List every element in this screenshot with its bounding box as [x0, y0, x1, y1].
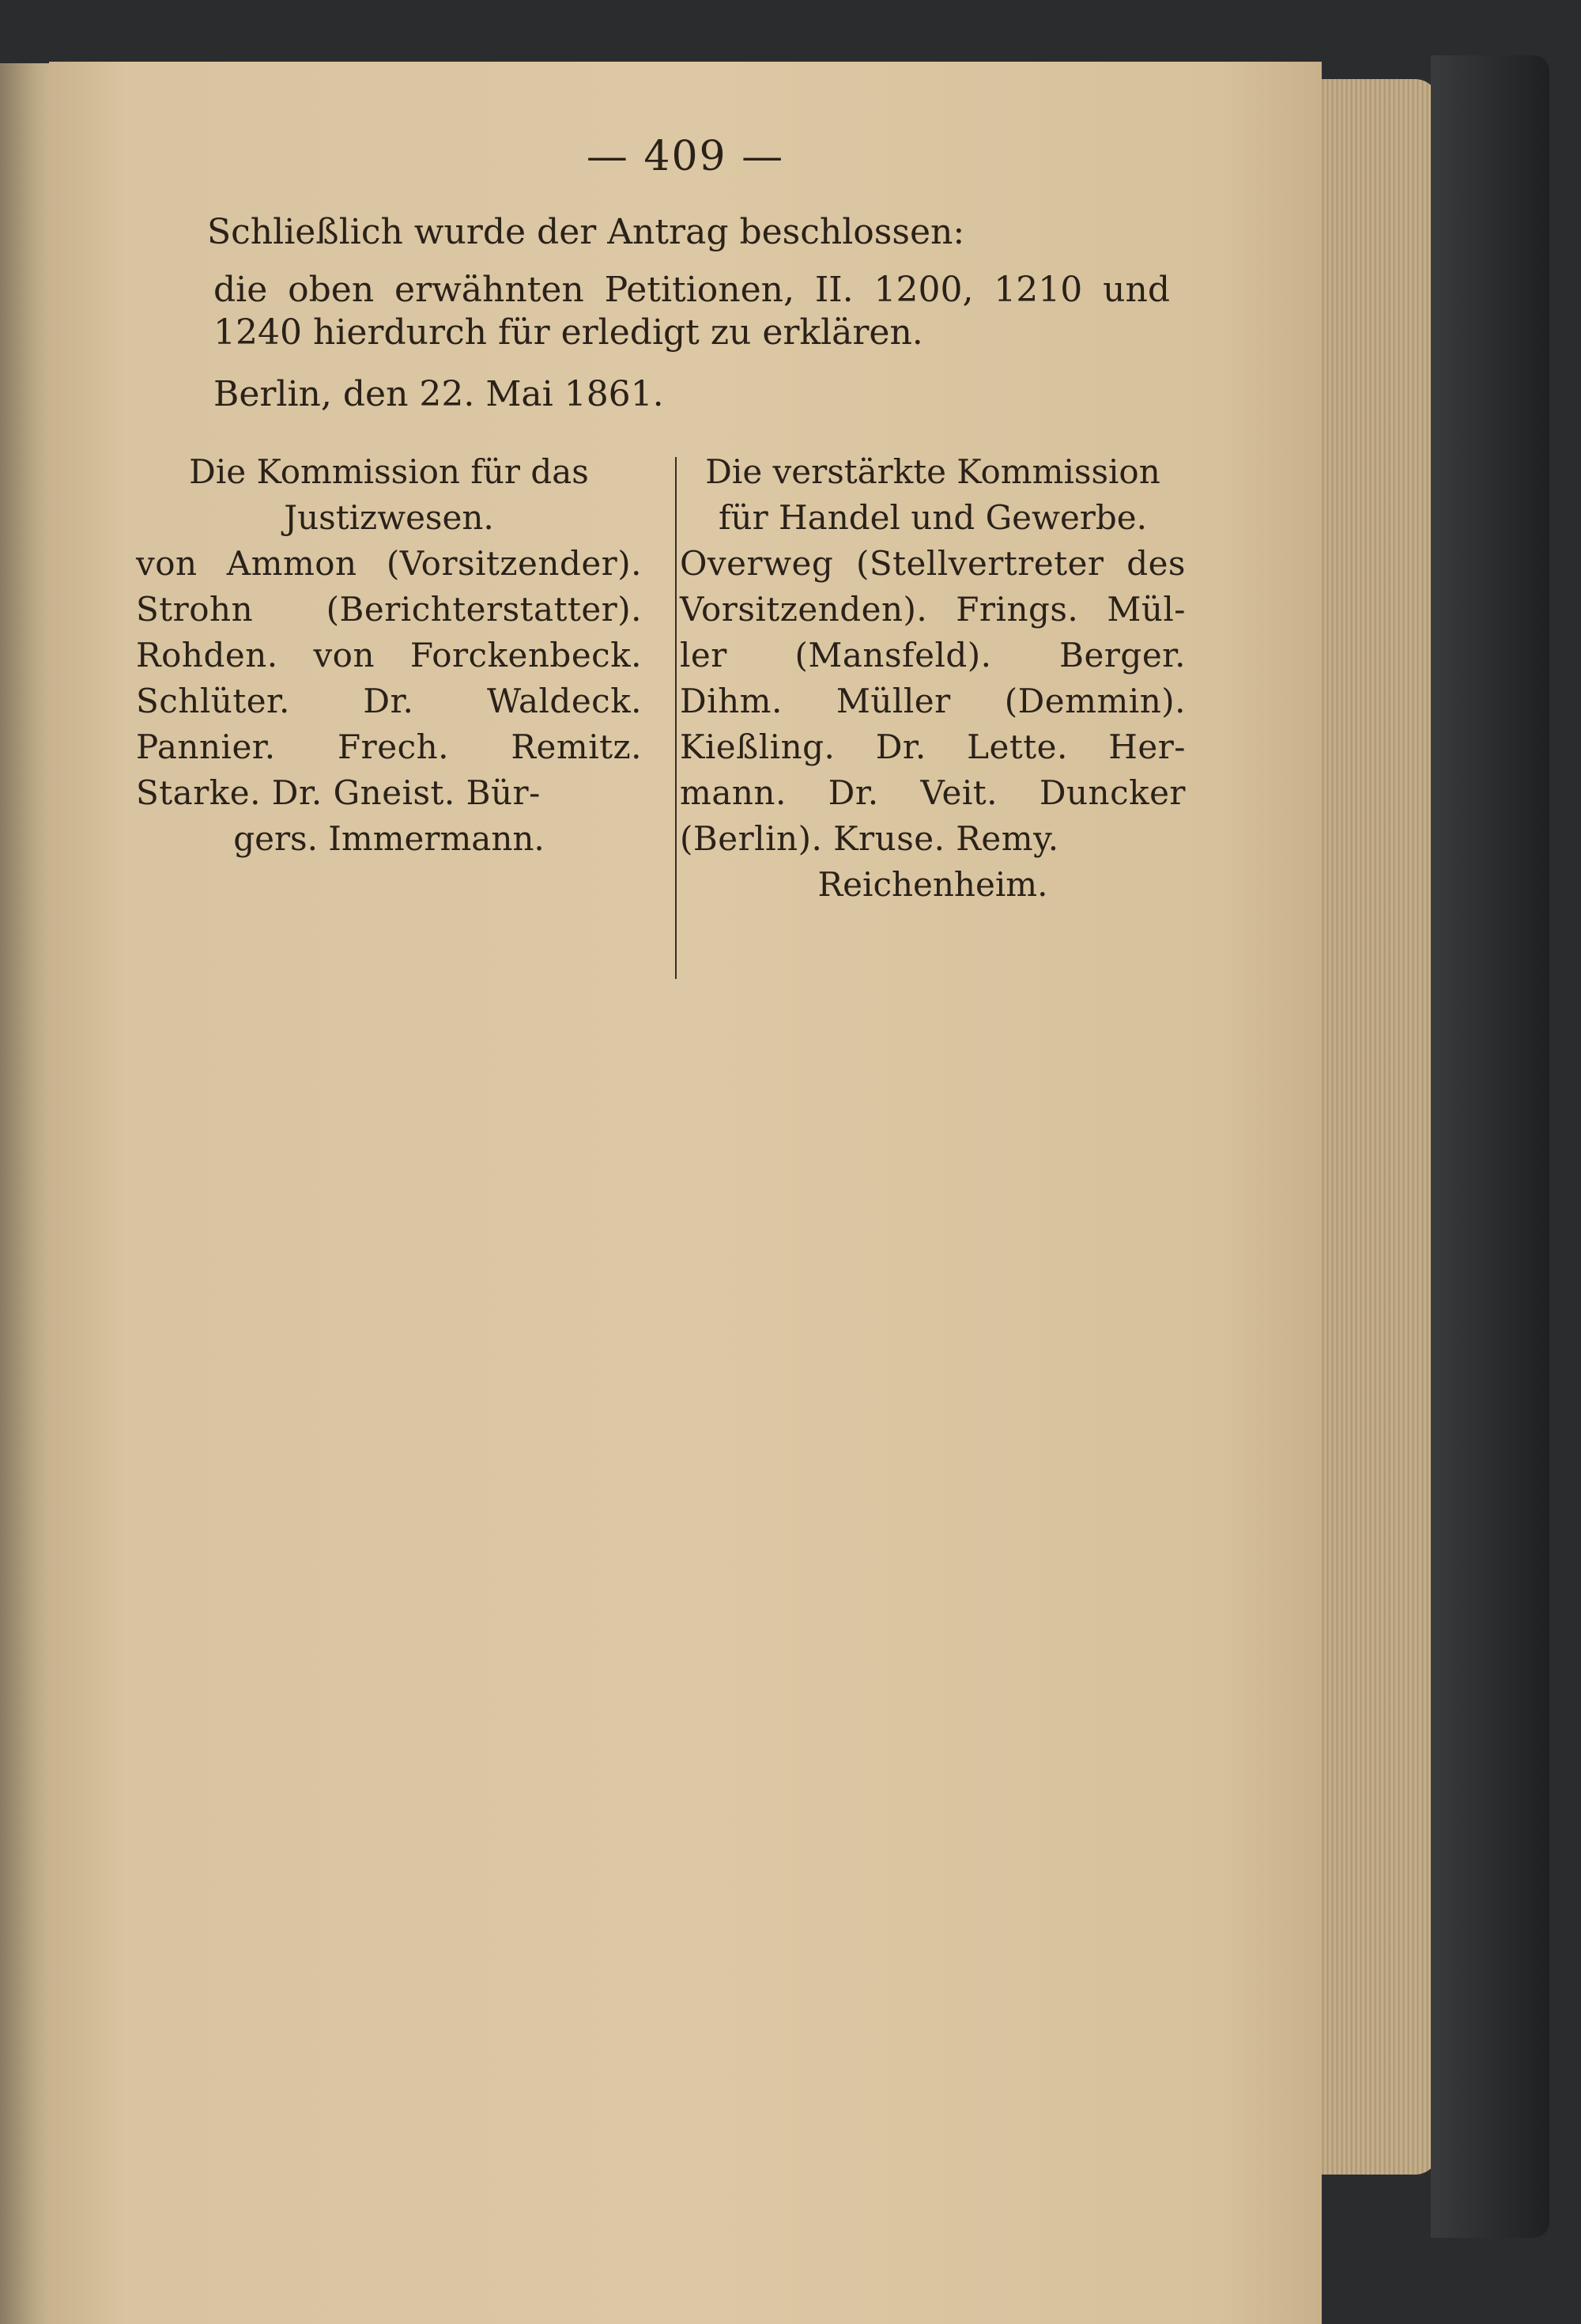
- right-committee: [680, 449, 1186, 908]
- column-divider: [675, 457, 677, 979]
- page-block-edge: [1304, 79, 1439, 2175]
- resolution-body: die oben erwähnten Petitionen, II. 1200, 1210 und 1240 hierdurch für erledigt zu erklären.: [213, 270, 1170, 353]
- right-committee-title: Die verstärkte Kommission für Handel und Gewerbe.: [705, 452, 1160, 537]
- left-committee-members: von Ammon (Vorsitzender). Strohn (Berichterstatter). Rohden. von Forckenbeck. Schlüter. Dr. Waldeck. Pannier. Frech. Remitz. Starke. Dr. Gneist. Bür-: [136, 544, 642, 812]
- left-committee-members-last: gers. Immermann.: [233, 819, 545, 858]
- book-cover: [1431, 55, 1549, 2238]
- right-committee-members-last: Reichenheim.: [817, 865, 1048, 904]
- left-committee: [136, 449, 642, 862]
- previous-page-edge: [0, 63, 55, 2324]
- page-content: [49, 62, 1322, 2324]
- resolution-intro: Schließlich wurde der Antrag beschlossen:: [207, 212, 965, 252]
- date-line: Berlin, den 22. Mai 1861.: [213, 374, 664, 414]
- right-committee-members: Overweg (Stellvertreter des Vorsitzenden). Frings. Mül- ler (Mansfeld). Berger. Dihm. Müller (Demmin). Kießling. Dr. Lette. Her- mann. Dr. Veit. Duncker (Berlin). Kruse. Remy.: [680, 544, 1186, 858]
- left-committee-title: Die Kommission für das Justizwesen.: [189, 452, 589, 537]
- page-number: — 409 —: [586, 133, 785, 180]
